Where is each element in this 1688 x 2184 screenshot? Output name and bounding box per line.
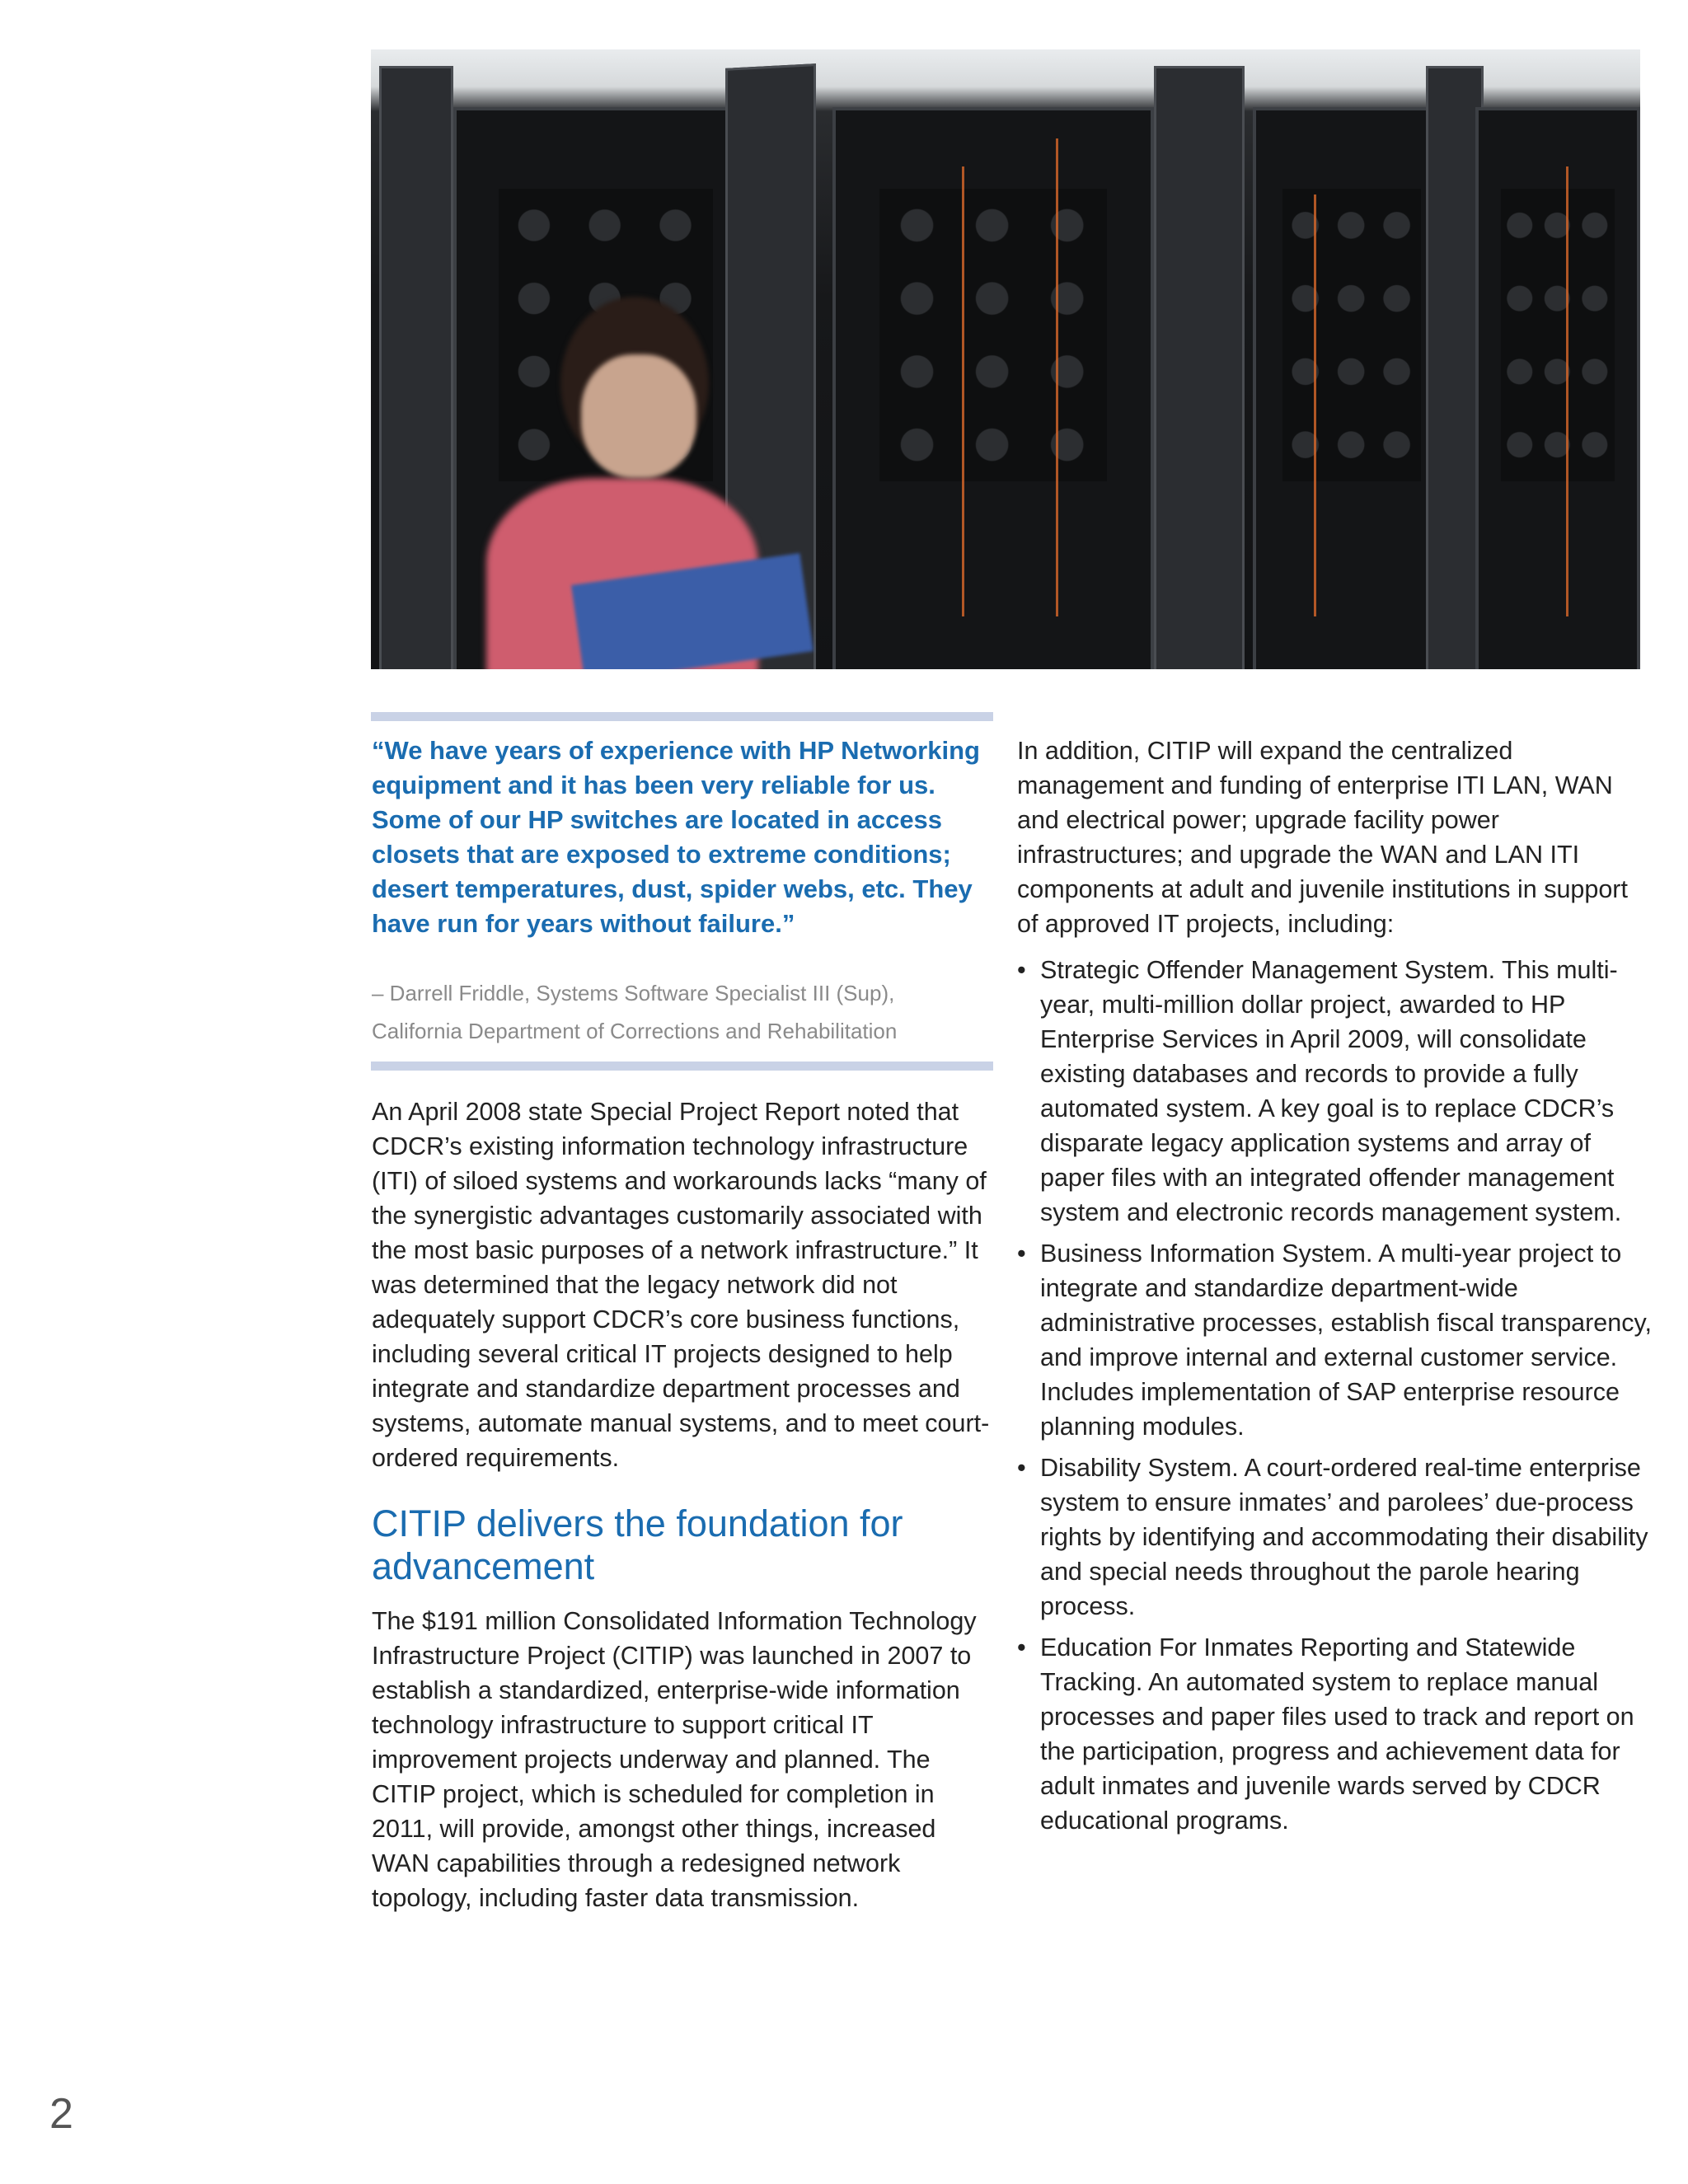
list-item: • Strategic Offender Management System. This multi-year, multi-million dollar project, awarded to HP Enterprise Services in April 2009, will consolidate existing databases and records to provide a fully automated system. A key goal is to replace CDCR’s disparate legacy application systems and array of paper files with an integrated offender management system and electronic records management system. xyxy=(1017,953,1652,1230)
list-item: • Education For Inmates Reporting and Statewide Tracking. An automated system to replace manual processes and paper files used to track and report on the participation, progress and achievement data for adult inmates and juvenile wards served by CDCR educational programs. xyxy=(1017,1630,1652,1838)
pull-quote: “We have years of experience with HP Networking equipment and it has been very reliable for us. Some of our HP switches are located in access closets that are exposed to extreme conditions; desert temperatures, dust, spider webs, etc. They have run for years without failure.” xyxy=(372,736,980,938)
section-heading: CITIP delivers the foundation for advancement xyxy=(372,1502,903,1587)
left-column-intro xyxy=(372,1094,998,1475)
page-number: 2 xyxy=(49,2090,73,2138)
attribution-line-2: California Department of Corrections and Rehabilitation xyxy=(372,1019,898,1043)
server-room-photo xyxy=(371,49,1640,669)
bullet-icon: • xyxy=(1017,1454,1026,1482)
quote-top-rule xyxy=(371,712,993,721)
bullet-icon: • xyxy=(1017,1633,1026,1661)
bullet-icon: • xyxy=(1017,1240,1026,1268)
rack-door xyxy=(1154,66,1245,669)
left-column-citip xyxy=(372,1604,998,1915)
list-item: • Business Information System. A multi-year project to integrate and standardize department-wide administrative processes, establish fiscal transparency, and improve internal and external customer service. Includes implementation of SAP enterprise resource planning modules. xyxy=(1017,1236,1652,1444)
quote-bottom-rule xyxy=(371,1062,993,1071)
right-column xyxy=(1017,733,1652,1844)
server-rack xyxy=(1253,107,1451,669)
bullet-icon: • xyxy=(1017,956,1026,984)
project-list xyxy=(1017,953,1652,1838)
woman-figure xyxy=(437,297,783,669)
server-rack xyxy=(1475,107,1640,669)
body-paragraph: The $191 million Consolidated Information Technology Infrastructure Project (CITIP) was launched in 2007 to establish a standardized, enterprise-wide information technology infrastructure to support critical IT improvement projects underway and planned. The CITIP project, which is scheduled for completion in 2011, will provide, amongst other things, increased WAN capabilities through a redesigned network topology, including faster data transmission. xyxy=(372,1607,977,1912)
server-rack xyxy=(832,107,1154,669)
quote-attribution xyxy=(372,974,1006,1050)
list-item: • Disability System. A court-ordered real-time enterprise system to ensure inmates’ and parolees’ due-process rights by identifying and accommodating their disability and special needs throughout the parole hearing process. xyxy=(1017,1451,1652,1624)
attribution-line-1: – Darrell Friddle, Systems Software Specialist III (Sup), xyxy=(372,981,895,1005)
body-paragraph: An April 2008 state Special Project Report noted that CDCR’s existing information technology infrastructure (ITI) of siloed systems and workarounds lacks “many of the synergistic advantages customarily associated with the most basic purposes of a network infrastructure.” It was determined that the legacy network did not adequately support CDCR’s core business functions, including several critical IT projects designed to help integrate and standardize department processes and systems, automate manual systems, and to meet court-ordered requirements. xyxy=(372,1098,990,1472)
right-intro-paragraph: In addition, CITIP will expand the centralized management and funding of enterprise ITI LAN, WAN and electrical power; upgrade facility power infrastructures; and upgrade the WAN and LAN ITI components at adult and juvenile institutions in support of approved IT projects, including: xyxy=(1017,737,1628,938)
